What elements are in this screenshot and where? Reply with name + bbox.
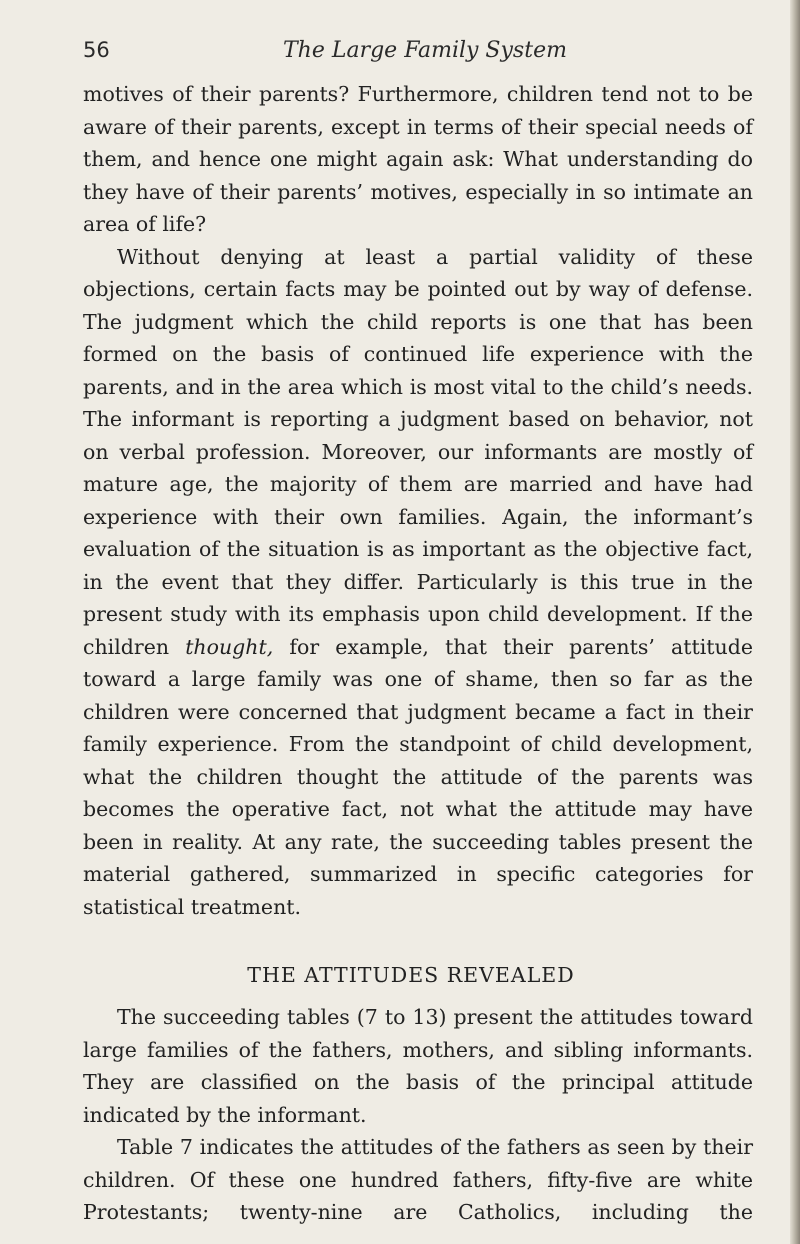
body-text [83,78,753,1229]
page-edge-shadow [790,0,800,1244]
paragraph-table-7: Table 7 indicates the attitudes of the fathers as seen by their children. Of these one hundred fathers, fifty-five are white Protestants; twenty-nine are Catholics, including the [83,1135,753,1224]
paragraph-continued: motives of their parents? Furthermore, children tend not to be aware of their parents, except in terms of their special needs of them, and hence one might again ask: What understanding do they have of their parents’ motives, especially in so intimate an area of life? [83,82,753,236]
italic-thought: thought, [185,634,274,659]
running-title: The Large Family System [283,38,567,63]
paragraph-objections-rest: for example, that their parents’ attitude toward a large family was one of shame, then so far as the children were concerned that judgment became a fact in their family experience. From the standpoint of child development, what the children thought the attitude of the parents was becomes the operative fact, not what the attitude may have been in reality. At any rate, the succeeding tables present the material gathered, summarized in specific categories for statistical treatment. [83,634,753,919]
paragraph-objections [83,241,753,924]
page-number: 56 [83,38,110,62]
paragraph-tables: The succeeding tables (7 to 13) present the attitudes toward large families of the fathers, mothers, and sibling informants. They are classified on the basis of the principal attitude indicated by the informant. [83,1005,753,1127]
paragraph-objections-text: Without denying at least a partial validity of these objections, certain facts may be pointed out by way of defense. The judgment which the child reports is one that has been formed on the basis of continued life experience with the parents, and in the area which is most vital to the child’s needs. The informant is reporting a judgment based on behavior, not on verbal profession. Moreover, our informants are mostly of mature age, the majority of them are married and have had experience with their own families. Again, the informant’s evaluation of the situation is as important as the objective fact, in the event that they differ. Particularly is this true in the present study with its emphasis upon child development. If the children [83,244,753,659]
section-heading: THE ATTITUDES REVEALED [247,963,575,987]
running-head [83,38,753,66]
